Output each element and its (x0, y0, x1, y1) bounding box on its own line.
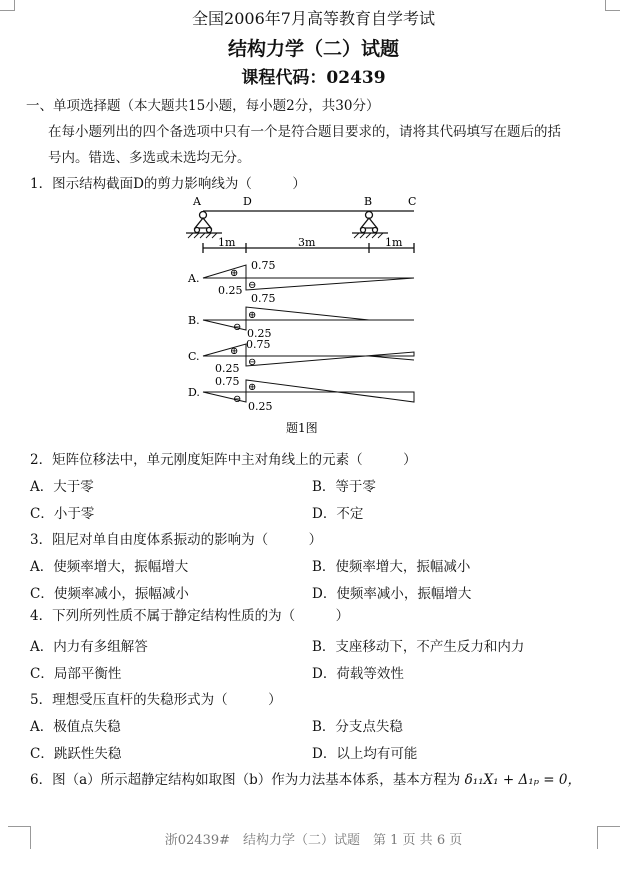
q4-option-a: A．内力有多组解答 (30, 639, 148, 655)
q5-option-b: B．分支点失稳 (312, 719, 403, 735)
dim-3m: 3m (298, 236, 316, 249)
option-A-minus: ⊖ (248, 280, 257, 291)
dim-1m-right: 1m (385, 236, 403, 249)
q6-stem (30, 768, 581, 788)
q4-option-b: B．支座移动下，不产生反力和内力 (312, 639, 525, 655)
q2-option-c: C．小于零 (30, 506, 95, 522)
q5-option-d: D．以上均有可能 (312, 746, 418, 762)
q2-option-b: B．等于零 (312, 479, 376, 495)
crop-mark-top-left (0, 0, 15, 11)
page-footer: 浙02439# 结构力学（二）试题 第 1 页 共 6 页 (164, 833, 463, 848)
label-point-A: A (193, 195, 201, 208)
option-A-val-negative: 0.25 (218, 284, 243, 297)
q1-stem: 1．图示结构截面D的剪力影响线为（ ） (30, 176, 306, 192)
course-code: 课程代码：02439 (241, 68, 386, 88)
option-C-label: C. (188, 350, 200, 363)
option-C-minus: ⊖ (248, 357, 257, 368)
option-A-plus: ⊕ (230, 268, 239, 279)
option-D-label: D. (188, 386, 200, 399)
label-point-B: B (364, 195, 373, 208)
q3-option-a: A．使频率增大，振幅增大 (30, 559, 189, 575)
option-A-label: A. (188, 272, 200, 285)
option-B-minus: ⊖ (233, 322, 242, 333)
option-C-plus: ⊕ (230, 346, 239, 357)
dim-1m-left: 1m (218, 236, 236, 249)
q4-option-c: C．局部平衡性 (30, 666, 122, 682)
section-instruction-2: 号内。错选、多选或未选均无分。 (48, 150, 251, 166)
q4-option-d: D．荷载等效性 (312, 666, 404, 682)
option-D-minus: ⊖ (233, 394, 242, 405)
q2-option-a: A．大于零 (30, 479, 94, 495)
q5-option-a: A．极值点失稳 (30, 719, 121, 735)
option-D-val-negative: 0.25 (248, 400, 273, 413)
label-point-D: D (243, 195, 252, 208)
q5-stem: 5．理想受压直杆的失稳形式为（ ） (30, 692, 282, 708)
option-B-val-positive: 0.75 (251, 292, 276, 305)
option-D-val-positive: 0.75 (215, 375, 240, 388)
q3-option-b: B．使频率增大，振幅减小 (312, 559, 471, 575)
section-instruction-1: 在每小题列出的四个备选项中只有一个是符合题目要求的，请将其代码填写在题后的括 (48, 124, 561, 140)
section-title: 一、单项选择题（本大题共15小题，每小题2分，共30分） (26, 98, 380, 114)
q3-option-c: C．使频率减小，振幅减小 (30, 586, 189, 602)
q3-stem: 3．阻尼对单自由度体系振动的影响为（ ） (30, 532, 323, 548)
option-B-label: B. (188, 314, 200, 327)
crop-mark-top-right (605, 0, 620, 11)
option-B-val-negative: 0.25 (247, 327, 272, 340)
q3-option-d: D．使频率减小，振幅增大 (312, 586, 472, 602)
exam-title: 结构力学（二）试题 (227, 38, 399, 60)
q6-equation: δ₁₁X₁ + Δ₁ₚ = 0， (464, 772, 581, 788)
q6-stem-text: 6．图（a）所示超静定结构如取图（b）作为力法基本体系，基本方程为 (30, 772, 461, 788)
q2-stem: 2．矩阵位移法中，单元刚度矩阵中主对角线上的元素（ ） (30, 452, 417, 468)
option-C-val-negative: 0.25 (215, 362, 240, 375)
q4-stem: 4．下列所列性质不属于静定结构性质的为（ ） (30, 608, 350, 624)
option-B-plus: ⊕ (248, 310, 257, 321)
q1-figure (0, 190, 627, 450)
option-A-val-positive: 0.75 (251, 259, 276, 272)
q5-option-c: C．跳跃性失稳 (30, 746, 122, 762)
option-C-val-positive: 0.75 (246, 338, 271, 351)
figure-caption: 题1图 (286, 421, 318, 435)
q2-option-d: D．不定 (312, 506, 364, 522)
label-point-C: C (408, 195, 417, 208)
exam-header-line1: 全国2006年7月高等教育自学考试 (192, 9, 435, 28)
option-D-plus: ⊕ (248, 382, 257, 393)
